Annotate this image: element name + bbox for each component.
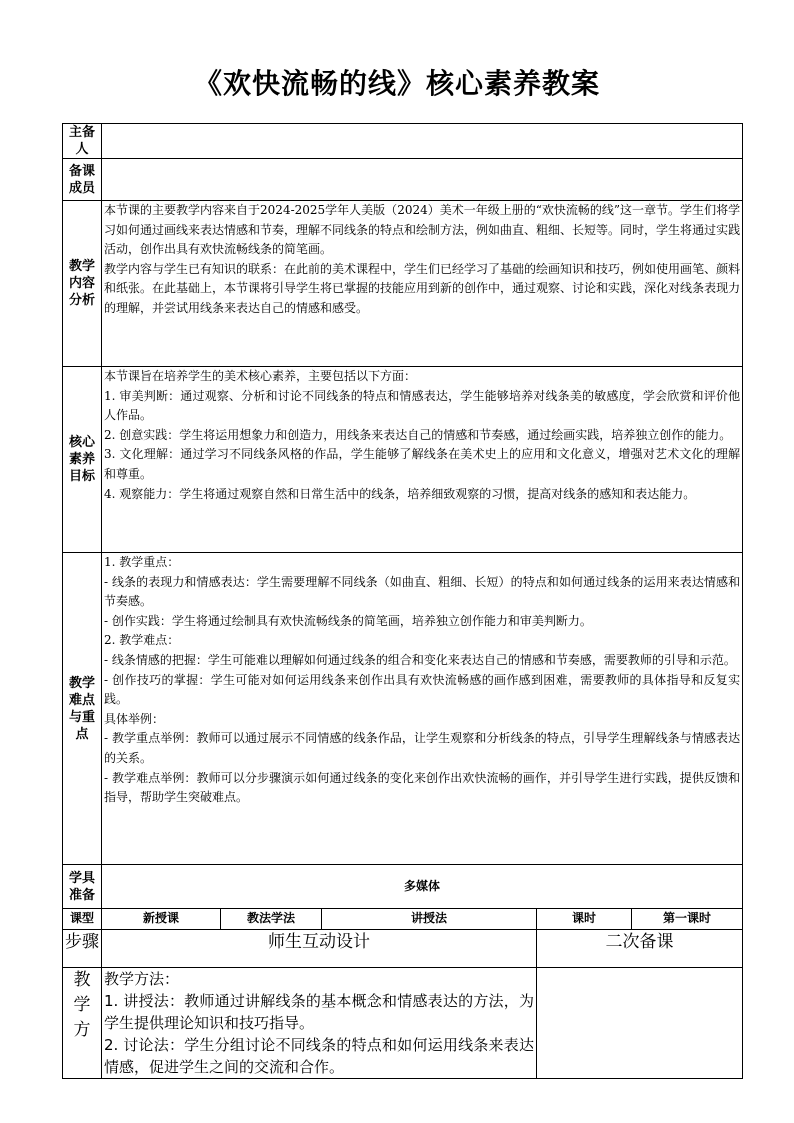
core-goals-text <box>102 367 743 553</box>
period-value: 第一课时 <box>632 909 743 930</box>
main-preparer-label: 主备人 <box>63 124 102 159</box>
lesson-type-label: 课型 <box>63 909 102 930</box>
lesson-type-value: 新授课 <box>102 909 221 930</box>
row-members <box>63 159 743 201</box>
row-materials <box>63 865 743 909</box>
row-lesson-info <box>63 909 743 930</box>
paragraph: - 线条情感的把握：学生可能难以理解如何通过线条的组合和变化来表达自己的情感和节奏感，需要教师的引导和示范。 <box>104 652 736 667</box>
paragraph: 2. 讨论法：学生分组讨论不同线条的特点和如何运用线条来表达情感，促进学生之间的交流和合作。 <box>104 1035 534 1076</box>
teaching-method-value: 讲授法 <box>322 909 537 930</box>
page-title: 《欢快流畅的线》核心素养教案 <box>193 67 600 100</box>
paragraph: 本节课旨在培养学生的美术核心素养，主要包括以下方面： <box>104 369 417 383</box>
paragraph: 教学内容与学生已有知识的联系：在此前的美术课程中，学生们已经学习了基础的绘画知识和技巧，例如使用画笔、颜料和纸张。在此基础上，本节课将引导学生将已掌握的技能应用到新的创作中，通过观察、讨论和实践，深化对线条表现力的理解，并尝试用线条来表达自己的情感和感受。 <box>104 261 741 315</box>
core-goals-label: 核心 素养 目标 <box>63 367 102 553</box>
paragraph: 1. 审美判断：通过观察、分析和讨论不同线条的特点和情感表达，学生能够培养对线条美的敏感度，学会欣赏和评价他人作品。 <box>104 388 741 423</box>
paragraph: 3. 文化理解：通过学习不同线条风格的作品，学生能够了解线条在美术史上的应用和文化意义，增强对艺术文化的理解和尊重。 <box>104 447 741 481</box>
row-content-analysis <box>63 201 743 367</box>
paragraph: 本节课的主要教学内容来自于2024-2025学年人美版（2024）美术一年级上册的“欢快流畅的线”这一章节。学生们将学习如何通过画线来表达情感和节奏，理解不同线条的特点和绘制方法，例如曲直、粗细、长短等。同时，学生将通过实践活动，创作出具有欢快流畅线条的简笔画。 <box>104 203 741 257</box>
second-prep-label: 二次备课 <box>537 929 743 967</box>
paragraph: 2. 教学难点： <box>104 633 180 648</box>
second-prep-notes[interactable] <box>537 967 743 1078</box>
materials-label: 学具 准备 <box>63 865 102 909</box>
paragraph: 4. 观察能力：学生将通过观察自然和日常生活中的线条，培养细致观察的习惯，提高对线条的感知和表达能力。 <box>104 486 696 501</box>
row-steps-header <box>63 929 743 967</box>
steps-label: 步骤 <box>63 929 102 967</box>
methods-text <box>102 967 537 1078</box>
paragraph: 具体举例： <box>104 711 165 726</box>
paragraph: - 教学重点举例：教师可以通过展示不同情感的线条作品，让学生观察和分析线条的特点，引导学生理解线条与情感表达的关系。 <box>104 731 741 765</box>
content-analysis-label: 教学 内容 分析 <box>63 201 102 367</box>
paragraph: 1. 讲授法：教师通过讲解线条的基本概念和情感表达的方法，为学生提供理论知识和技巧指导。 <box>104 991 534 1032</box>
design-label: 师生互动设计 <box>102 929 537 967</box>
teaching-method-label: 教法学法 <box>221 909 322 930</box>
paragraph: - 教学难点举例：教师可以分步骤演示如何通过线条的变化来创作出欢快流畅的画作，并引导学生进行实践，提供反馈和指导，帮助学生突破难点。 <box>104 770 741 805</box>
key-points-label: 教学 难点 与重 点 <box>63 553 102 865</box>
content-analysis-text <box>102 201 743 367</box>
paragraph: 1. 教学重点： <box>104 555 180 569</box>
methods-label: 教 学 方 <box>63 967 102 1078</box>
paragraph: - 创作实践：学生将通过绘制具有欢快流畅线条的简笔画，培养独立创作能力和审美判断力。 <box>104 613 592 628</box>
paragraph: - 线条的表现力和情感表达：学生需要理解不同线条（如曲直、粗细、长短）的特点和如何通过线条的运用来表达情感和节奏感。 <box>104 574 741 609</box>
row-core-goals <box>63 367 743 553</box>
row-key-points <box>63 553 743 865</box>
materials-value: 多媒体 <box>102 865 743 909</box>
members-value[interactable] <box>102 159 743 201</box>
main-preparer-value[interactable] <box>102 124 743 159</box>
row-methods <box>63 967 743 1078</box>
row-main-preparer <box>63 124 743 159</box>
period-label: 课时 <box>537 909 632 930</box>
paragraph: 2. 创意实践：学生将运用想象力和创造力，用线条来表达自己的情感和节奏感，通过绘画实践，培养独立创作的能力。 <box>104 427 732 442</box>
lesson-plan-table <box>62 123 743 1079</box>
paragraph: - 创作技巧的掌握：学生可能对如何运用线条来创作出具有欢快流畅感的画作感到困难，需要教师的具体指导和反复实践。 <box>104 672 741 707</box>
paragraph: 教学方法： <box>104 969 180 988</box>
key-points-text <box>102 553 743 865</box>
members-label: 备课 成员 <box>63 159 102 201</box>
